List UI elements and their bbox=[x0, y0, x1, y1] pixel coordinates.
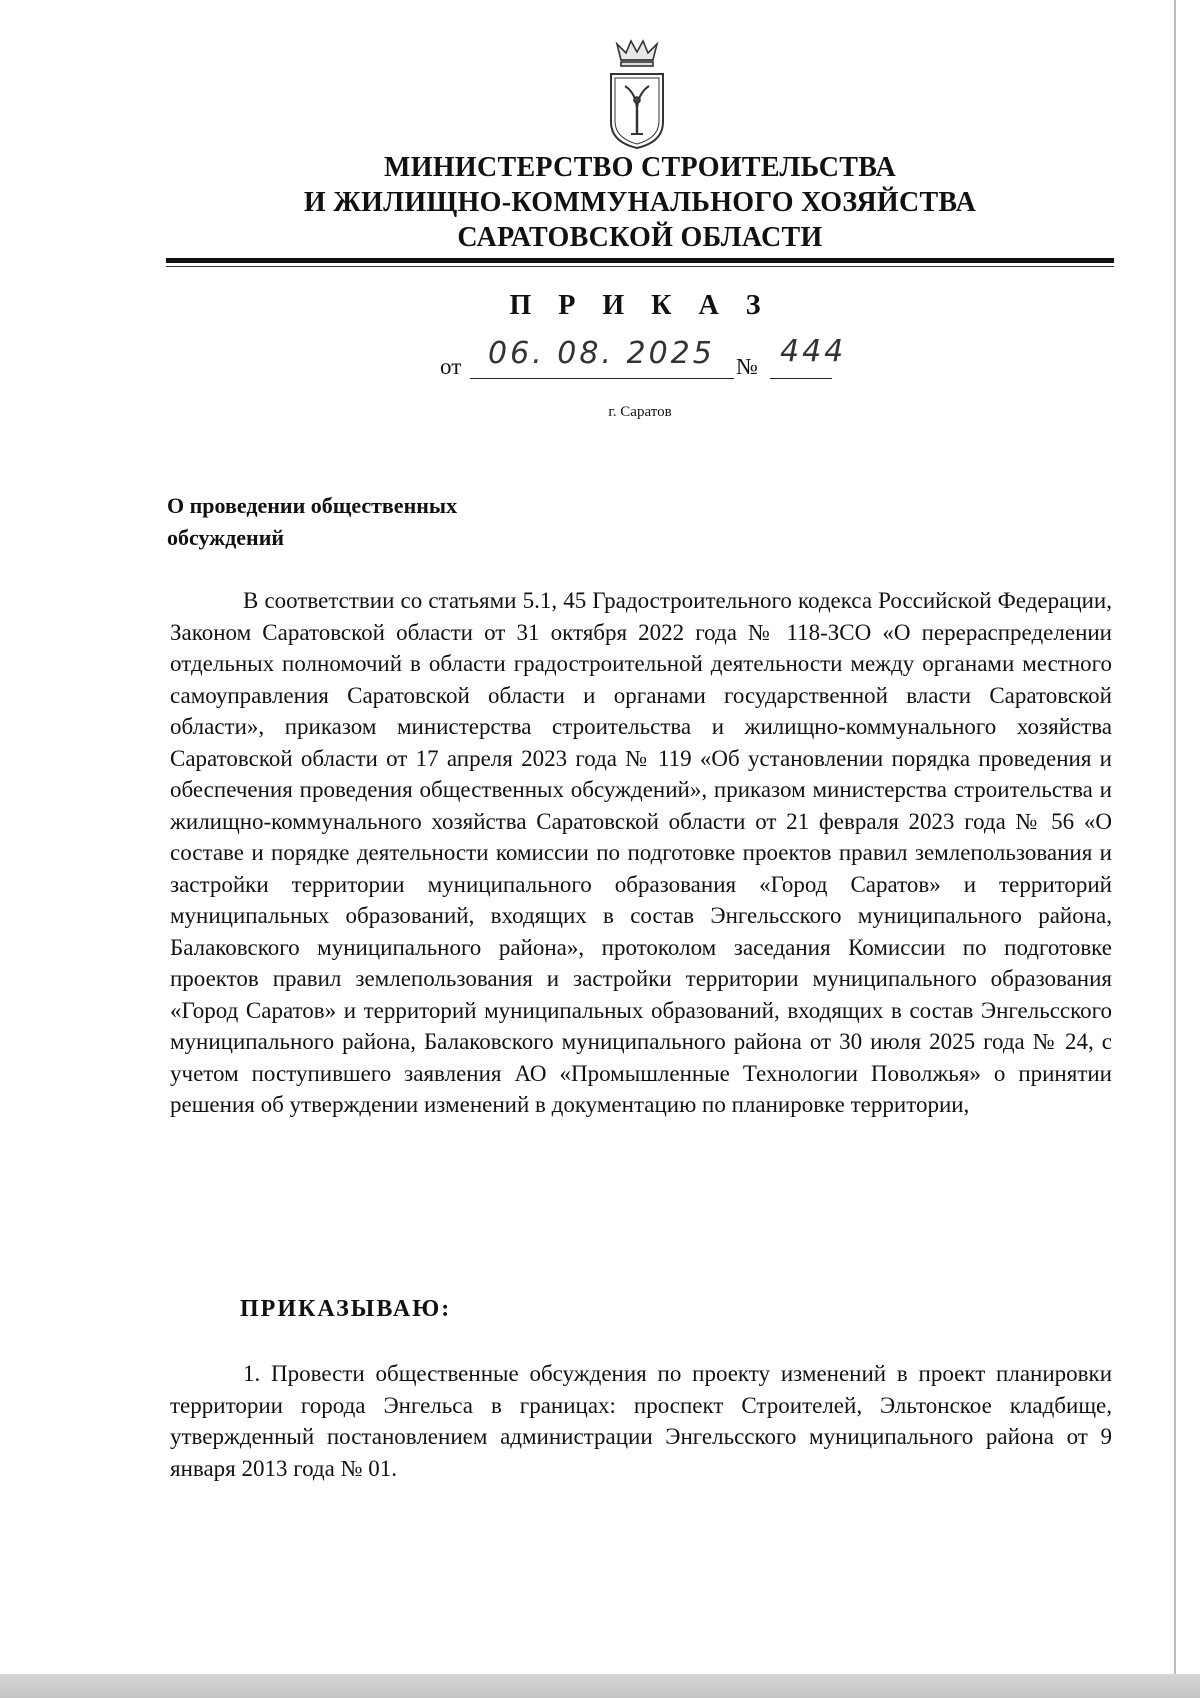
date-prefix-label: от bbox=[440, 354, 462, 379]
orders-heading: ПРИКАЗЫВАЮ: bbox=[240, 1296, 452, 1322]
ministry-title-line: САРАТОВСКОЙ ОБЛАСТИ bbox=[457, 222, 823, 253]
scan-bottom-edge bbox=[0, 1674, 1200, 1698]
ministry-title-line: МИНИСТЕРСТВО СТРОИТЕЛЬСТВА bbox=[383, 152, 897, 183]
order-subject-line: О проведении общественных bbox=[167, 493, 458, 518]
date-underline bbox=[470, 378, 734, 379]
number-prefix-label: № bbox=[736, 354, 758, 379]
order-number-handwritten: 444 bbox=[780, 334, 847, 369]
order-item-1: 1. Провести общественные обсуждения по проекту изменений в проект планировки территории города Энгельса в границах: проспект Строителей, Эльтонское кладбище, утвержденный постановлением администрации Энгельсского муниципального района от 9 января 2013 года № 01. bbox=[170, 1361, 1112, 1481]
ministry-title bbox=[0, 150, 1200, 255]
order-date-handwritten: 06. 08. 2025 bbox=[488, 336, 715, 371]
number-underline bbox=[770, 378, 832, 379]
header-divider bbox=[166, 258, 1114, 263]
ministry-title-line: И ЖИЛИЩНО-КОММУНАЛЬНОГО ХОЗЯЙСТВА bbox=[303, 187, 977, 218]
city-label: г. Саратов bbox=[608, 404, 672, 420]
header-divider-thin bbox=[166, 266, 1114, 267]
order-subject-line: обсуждений bbox=[167, 525, 285, 550]
document-type: П Р И К А З bbox=[509, 290, 771, 321]
coat-of-arms-icon bbox=[607, 38, 667, 150]
order-subject bbox=[167, 490, 457, 554]
preamble-paragraph: В соответствии со статьями 5.1, 45 Градостроительного кодекса Российской Федерации, Законом Саратовской области от 31 октября 2022 года № 118-ЗСО «О перераспределении отдельных полномочий в области градостроительной деятельности между органами местного самоуправления Саратовской области и органами государственной власти Саратовской области», приказом министерства строительства и жилищно-коммунального хозяйства Саратовской области от 17 апреля 2023 года № 119 «Об установлении порядка проведения и обеспечения проведения общественных обсуждений», приказом министерства строительства и жилищно-коммунального хозяйства Саратовской области от 21 февраля 2023 года № 56 «О составе и порядке деятельности комиссии по подготовке проектов правил землепользования и застройки территории муниципального образования «Город Саратов» и территорий муниципальных образований, входящих в состав Энгельсского муниципального района, Балаковского муниципального района», протоколом заседания Комиссии по подготовке проектов правил землепользования и застройки территории муниципального образования «Город Саратов» и территорий муниципальных образований, входящих в состав Энгельсского муниципального района, Балаковского муниципального района от 30 июля 2025 года № 24, с учетом поступившего заявления АО «Промышленные Технологии Поволжья» о принятии решения об утверждении изменений в документацию по планировке территории, bbox=[170, 588, 1112, 1117]
